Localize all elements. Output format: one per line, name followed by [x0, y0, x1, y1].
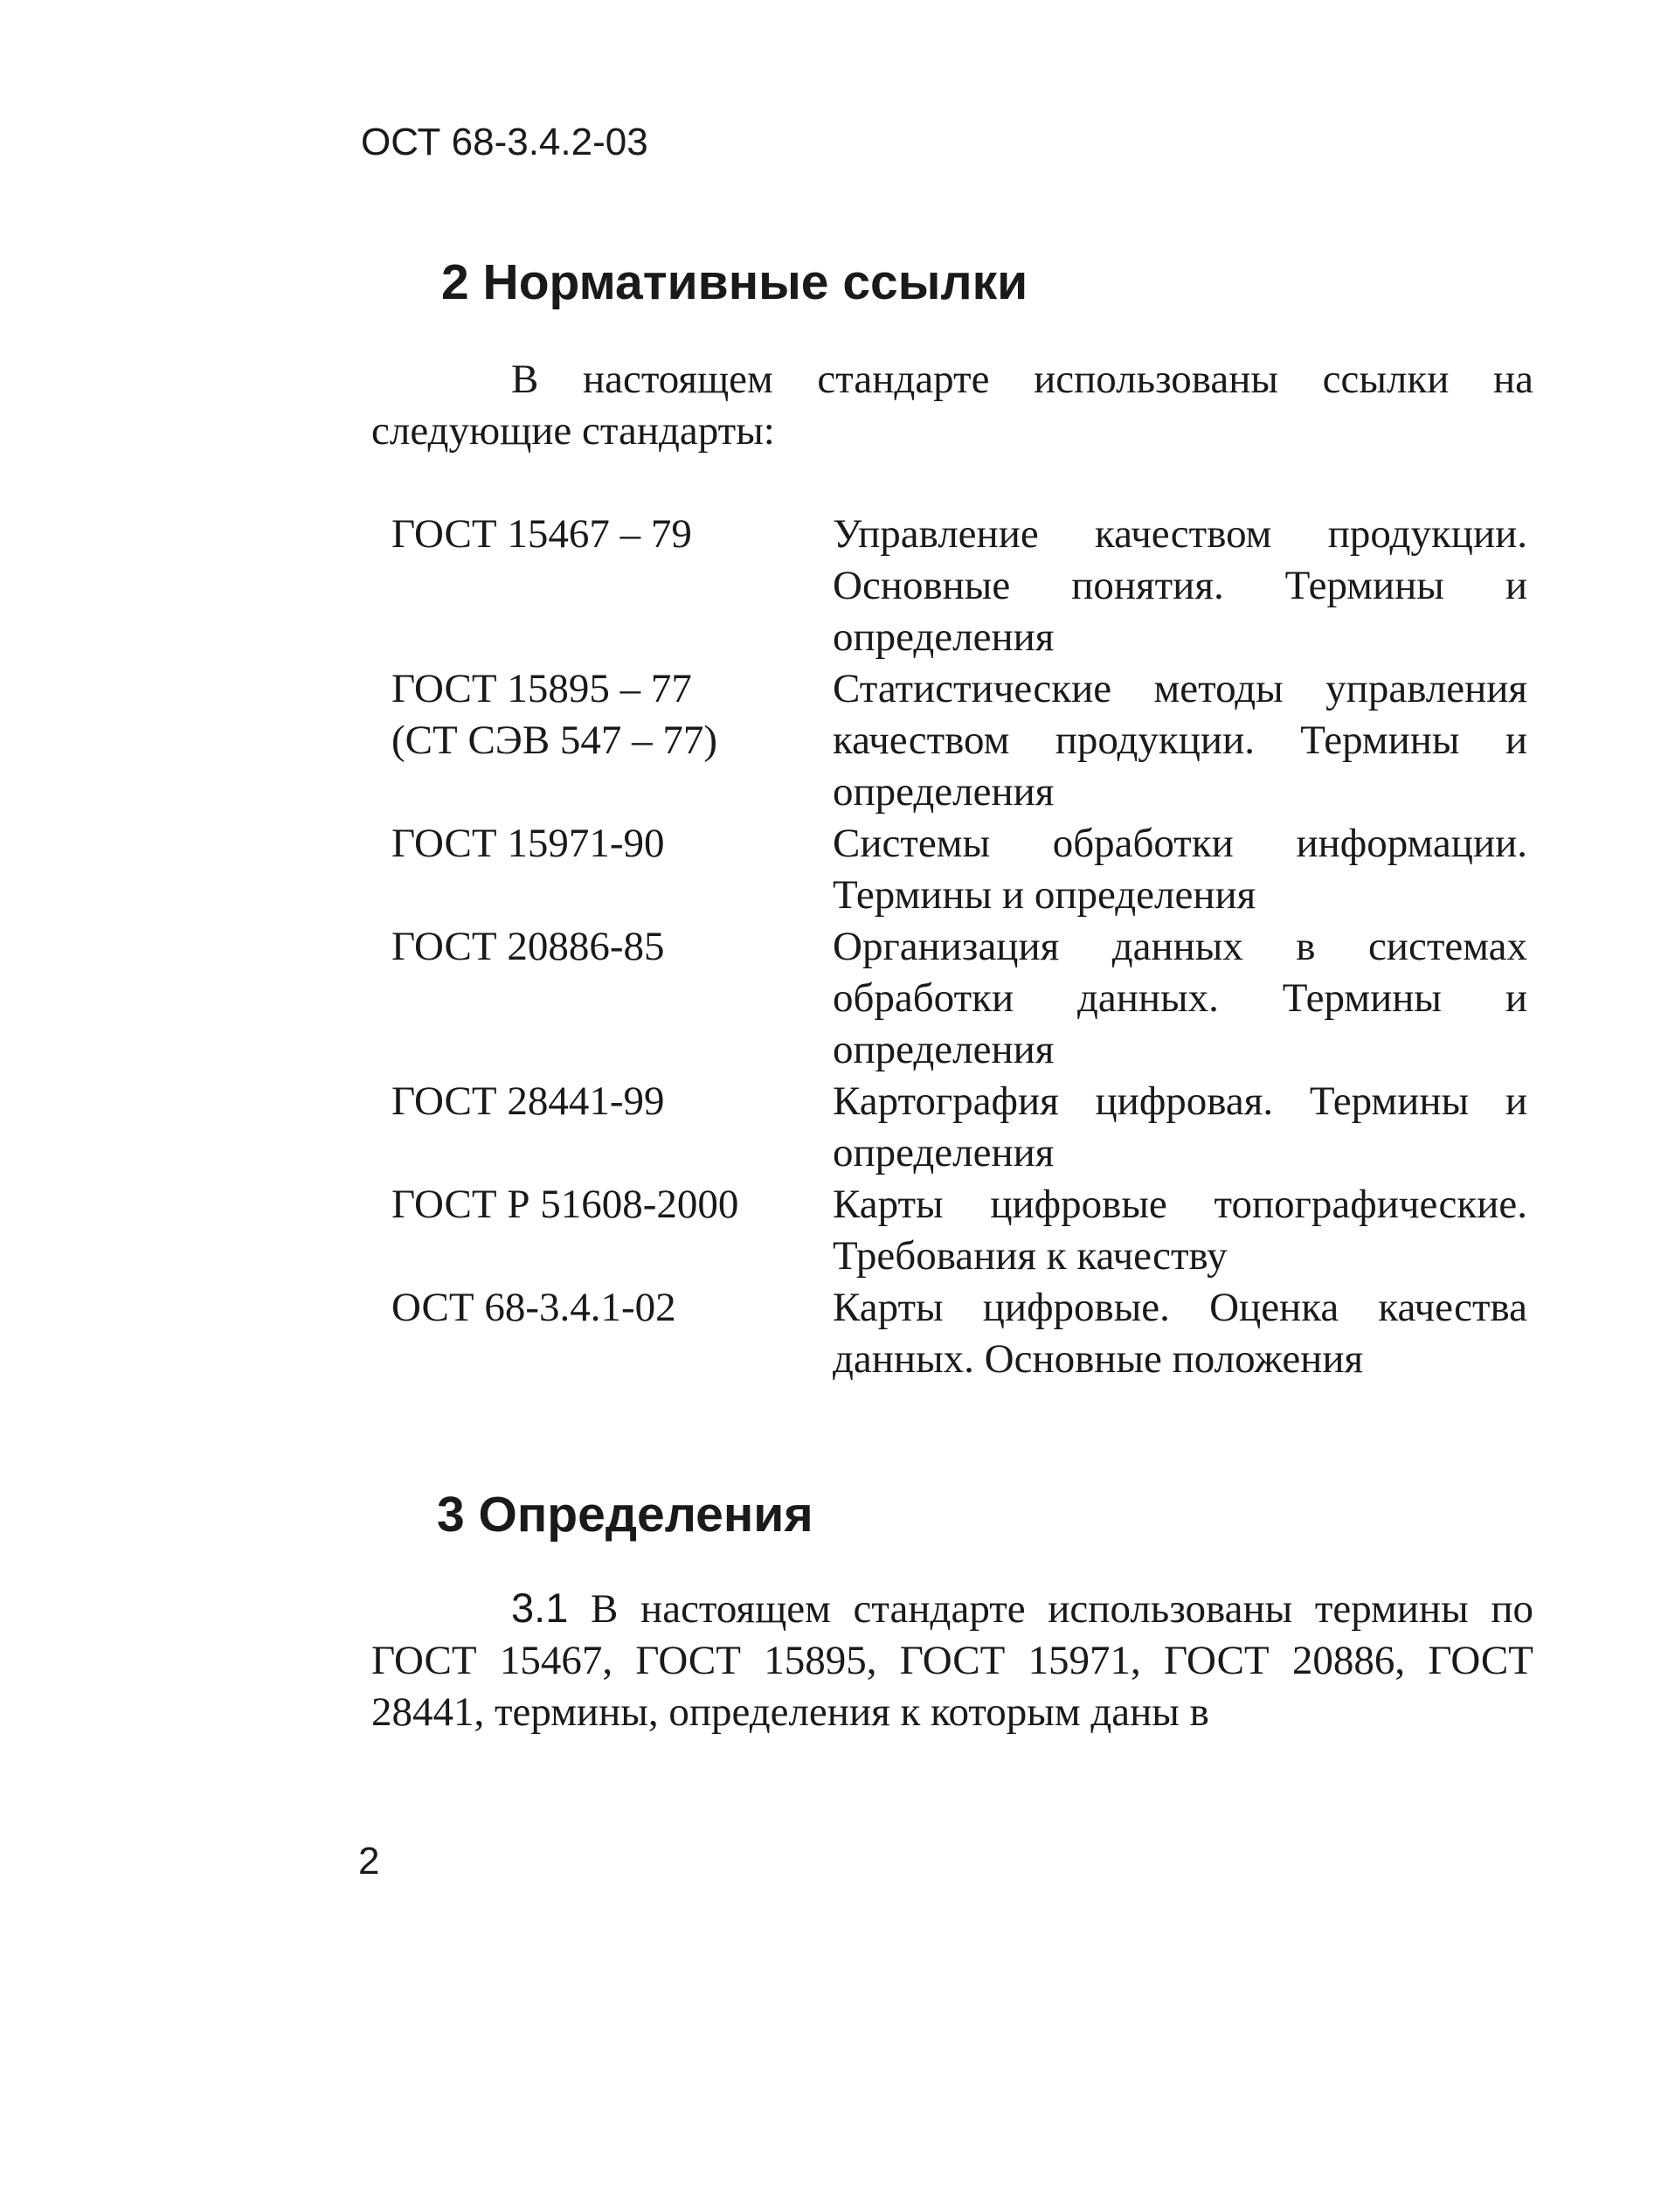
reference-title: Карты цифровые. Оценка качества данных. Основные положения: [833, 1285, 1527, 1382]
reference-code: ОСТ 68-3.4.1-02: [391, 1285, 676, 1330]
reference-code-secondary: (СТ СЭВ 547 – 77): [391, 718, 718, 763]
reference-title: Картография цифровая. Термины и определения: [833, 1078, 1527, 1175]
reference-row: [391, 663, 1527, 818]
reference-title: Управление качеством продукции. Основные понятия. Термины и определения: [833, 511, 1527, 660]
reference-row: [391, 921, 1527, 1076]
reference-row: [391, 1282, 1527, 1385]
paragraph-text: В настоящем стандарте использованы термины по ГОСТ 15467, ГОСТ 15895, ГОСТ 15971, ГОСТ 20886, ГОСТ 28441, термины, определения к которым даны в: [371, 1586, 1533, 1735]
reference-code: ГОСТ 15467 – 79: [391, 511, 692, 557]
reference-code: ГОСТ 15971-90: [391, 821, 665, 866]
definitions-paragraph: [371, 1582, 1533, 1738]
document-code: ОСТ 68-3.4.2-03: [361, 121, 648, 163]
reference-code: ГОСТ 28441-99: [391, 1078, 665, 1124]
reference-row: [391, 1076, 1527, 1179]
section-heading-references: 2 Нормативные ссылки: [441, 254, 1028, 310]
reference-code-primary: ГОСТ 15895 – 77: [391, 666, 692, 711]
page-number: 2: [358, 1840, 380, 1883]
paragraph-number: 3.1: [511, 1584, 569, 1631]
references-intro: В настоящем стандарте использованы ссылки на следующие стандарты:: [371, 357, 1533, 454]
reference-title: Карты цифровые топографические. Требования к качеству: [833, 1182, 1527, 1279]
reference-title: Статистические методы управления качеством продукции. Термины и определения: [833, 666, 1527, 815]
reference-code: ГОСТ 20886-85: [391, 924, 665, 969]
reference-code: [391, 663, 833, 818]
reference-code: ГОСТ Р 51608-2000: [391, 1182, 739, 1227]
references-table: [391, 509, 1527, 1385]
reference-row: [391, 818, 1527, 921]
section-heading-definitions: 3 Определения: [437, 1487, 813, 1543]
reference-row: [391, 1179, 1527, 1282]
reference-row: [391, 509, 1527, 663]
reference-title: Организация данных в системах обработки данных. Термины и определения: [833, 924, 1527, 1072]
reference-title: Системы обработки информации. Термины и определения: [833, 821, 1527, 918]
